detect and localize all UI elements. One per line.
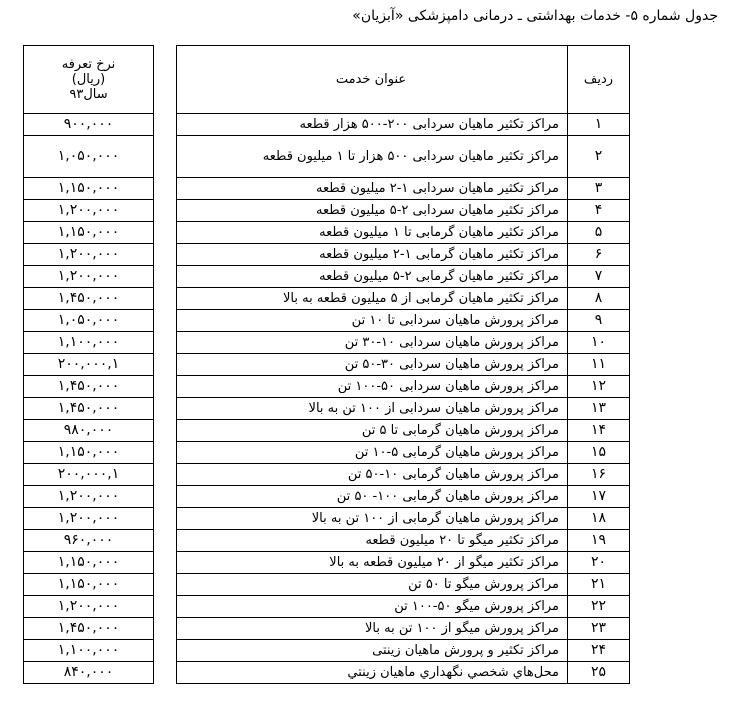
table-row	[177, 552, 630, 574]
row-number: ۱۹	[568, 530, 630, 552]
service-title: مراکز تکثیر ماهیان سردابی ۱-۲ میلیون قطعه	[177, 178, 568, 200]
tariff-price: ۸۴۰,۰۰۰	[24, 662, 154, 684]
service-title: مراکز پرورش میگو تا ۵۰ تن	[177, 574, 568, 596]
tariff-price: ۱,۰۵۰,۰۰۰	[24, 310, 154, 332]
row-number: ۶	[568, 244, 630, 266]
table-row	[177, 640, 630, 662]
price-row	[24, 640, 154, 662]
row-number: ۲۱	[568, 574, 630, 596]
header-service: عنوان خدمت	[177, 46, 568, 114]
price-row	[24, 200, 154, 222]
service-title: مراکز پرورش ماهیان گرمابی ۱۰-۵۰ تن	[177, 464, 568, 486]
tariff-price: ۱,۴۵۰,۰۰۰	[24, 398, 154, 420]
service-title: مراکز پرورش ماهیان سردابی تا ۱۰ تن	[177, 310, 568, 332]
tariff-price: ۱,۲۰۰,۰۰۰	[24, 244, 154, 266]
price-row	[24, 114, 154, 136]
service-title: مراکز پرورش ماهیان گرمابی ۵-۱۰ تن	[177, 442, 568, 464]
row-number: ۱۲	[568, 376, 630, 398]
table-row	[177, 420, 630, 442]
price-row	[24, 376, 154, 398]
tariff-price: ۱,۰۵۰,۰۰۰	[24, 136, 154, 178]
row-number: ۴	[568, 200, 630, 222]
table-row	[177, 222, 630, 244]
price-row	[24, 618, 154, 640]
service-title: مراکز تکثیر میگو از ۲۰ میلیون قطعه به بالا	[177, 552, 568, 574]
header-price-line2: (ریال)	[71, 72, 106, 87]
table-row	[177, 200, 630, 222]
table-row	[177, 398, 630, 420]
tariff-price: ۲۰۰,۰۰۰,۱	[24, 464, 154, 486]
table-row	[177, 618, 630, 640]
price-row	[24, 288, 154, 310]
price-row	[24, 464, 154, 486]
tariff-price: ۱,۲۰۰,۰۰۰	[24, 200, 154, 222]
tariff-price: ۱,۱۵۰,۰۰۰	[24, 442, 154, 464]
price-table-body	[24, 46, 154, 684]
tariff-price: ۹۰۰,۰۰۰	[24, 114, 154, 136]
service-title: مراکز تکثیر ماهیان گرمابی تا ۱ میلیون قطعه	[177, 222, 568, 244]
service-title: مراکز پرورش ماهیان سردابی از ۱۰۰ تن به بالا	[177, 398, 568, 420]
table-row	[177, 376, 630, 398]
table-row	[177, 508, 630, 530]
table-row	[177, 354, 630, 376]
service-title: مراکز تکثیر ماهیان سردابی ۵۰۰ هزار تا ۱ میلیون قطعه	[177, 136, 568, 178]
price-row	[24, 178, 154, 200]
table-row	[177, 244, 630, 266]
service-title: مراکز تکثیر ماهیان گرمابی از ۵ میلیون قطعه به بالا	[177, 288, 568, 310]
table-row	[177, 288, 630, 310]
price-row	[24, 596, 154, 618]
price-header-row	[24, 46, 154, 114]
row-number: ۲۳	[568, 618, 630, 640]
services-table-body	[177, 46, 630, 684]
service-title: مراکز تکثیر ماهیان گرمابی ۱-۲ میلیون قطعه	[177, 244, 568, 266]
row-number: ۱۱	[568, 354, 630, 376]
price-row	[24, 442, 154, 464]
table-row	[177, 662, 630, 684]
table-row	[177, 114, 630, 136]
price-row	[24, 530, 154, 552]
tariff-price: ۹۸۰,۰۰۰	[24, 420, 154, 442]
header-row-no: ردیف	[568, 46, 630, 114]
service-title: محل‌هاي شخصي نگهداري ماهيان زينتي	[177, 662, 568, 684]
tariff-price: ۱,۴۵۰,۰۰۰	[24, 618, 154, 640]
table-row	[177, 266, 630, 288]
service-title: مراکز پرورش میگو از ۱۰۰ تن به بالا	[177, 618, 568, 640]
tariff-price: ۱,۴۵۰,۰۰۰	[24, 288, 154, 310]
row-number: ۹	[568, 310, 630, 332]
service-title: مراکز تکثیر و پرورش ماهیان زینتی	[177, 640, 568, 662]
tariff-price: ۱,۱۰۰,۰۰۰	[24, 640, 154, 662]
service-title: مراکز پرورش ماهیان گرمابی تا ۵ تن	[177, 420, 568, 442]
price-row	[24, 398, 154, 420]
header-price-line1: نرخ تعرفه	[61, 57, 116, 72]
price-row	[24, 222, 154, 244]
row-number: ۵	[568, 222, 630, 244]
row-number: ۱۵	[568, 442, 630, 464]
row-number: ۱۶	[568, 464, 630, 486]
tariff-price: ۱,۲۰۰,۰۰۰	[24, 266, 154, 288]
price-table	[23, 45, 154, 684]
tariff-price: ۹۶۰,۰۰۰	[24, 530, 154, 552]
price-row	[24, 244, 154, 266]
row-number: ۷	[568, 266, 630, 288]
row-number: ۱	[568, 114, 630, 136]
table-row	[177, 178, 630, 200]
tariff-price: ۱,۱۵۰,۰۰۰	[24, 574, 154, 596]
row-number: ۱۰	[568, 332, 630, 354]
tariff-price: ۱,۱۵۰,۰۰۰	[24, 552, 154, 574]
service-title: مراکز پرورش ماهیان سردابی ۳۰-۵۰ تن	[177, 354, 568, 376]
tariff-price: ۱,۱۰۰,۰۰۰	[24, 332, 154, 354]
row-number: ۲۵	[568, 662, 630, 684]
table-row	[177, 486, 630, 508]
tariff-price: ۱,۲۰۰,۰۰۰	[24, 596, 154, 618]
table-row	[177, 332, 630, 354]
row-number: ۲	[568, 136, 630, 178]
row-number: ۱۸	[568, 508, 630, 530]
table-row	[177, 136, 630, 178]
tariff-price: ۱,۲۰۰,۰۰۰	[24, 508, 154, 530]
row-number: ۱۴	[568, 420, 630, 442]
service-title: مراکز پرورش ماهیان سردابی ۵۰-۱۰۰ تن	[177, 376, 568, 398]
row-number: ۸	[568, 288, 630, 310]
price-row	[24, 552, 154, 574]
table-row	[177, 442, 630, 464]
row-number: ۲۰	[568, 552, 630, 574]
service-title: مراکز پرورش میگو ۵۰-۱۰۰ تن	[177, 596, 568, 618]
price-row	[24, 574, 154, 596]
price-row	[24, 310, 154, 332]
header-price	[24, 46, 154, 114]
document-title: جدول شماره ۵- خدمات بهداشتی ـ درمانی دامپزشکی «آبزیان»	[352, 8, 718, 24]
service-title: مراکز تکثیر ماهیان سردابی ۲-۵ میلیون قطعه	[177, 200, 568, 222]
price-row	[24, 332, 154, 354]
service-title: مراکز پرورش ماهیان سردابی ۱۰-۳۰ تن	[177, 332, 568, 354]
row-number: ۳	[568, 178, 630, 200]
table-row	[177, 596, 630, 618]
service-title: مراکز پرورش ماهیان گرمابی از ۱۰۰ تن به بالا	[177, 508, 568, 530]
table-row	[177, 310, 630, 332]
tariff-price: ۲۰۰,۰۰۰,۱	[24, 354, 154, 376]
price-row	[24, 508, 154, 530]
header-price-line3: سال۹۳	[69, 87, 108, 102]
price-row	[24, 486, 154, 508]
price-row	[24, 662, 154, 684]
services-table	[176, 45, 630, 684]
tariff-price: ۱,۱۵۰,۰۰۰	[24, 178, 154, 200]
tariff-price: ۱,۱۵۰,۰۰۰	[24, 222, 154, 244]
service-title: مراکز تکثیر میگو تا ۲۰ میلیون قطعه	[177, 530, 568, 552]
services-header-row	[177, 46, 630, 114]
price-row	[24, 136, 154, 178]
price-row	[24, 420, 154, 442]
row-number: ۱۳	[568, 398, 630, 420]
price-row	[24, 266, 154, 288]
row-number: ۱۷	[568, 486, 630, 508]
table-row	[177, 464, 630, 486]
row-number: ۲۲	[568, 596, 630, 618]
price-row	[24, 354, 154, 376]
tariff-price: ۱,۴۵۰,۰۰۰	[24, 376, 154, 398]
service-title: مراکز پرورش ماهیان گرمابی ۱۰۰- ۵۰ تن	[177, 486, 568, 508]
table-row	[177, 530, 630, 552]
tariff-price: ۱,۲۰۰,۰۰۰	[24, 486, 154, 508]
service-title: مراکز تکثیر ماهیان گرمابی ۲-۵ میلیون قطعه	[177, 266, 568, 288]
row-number: ۲۴	[568, 640, 630, 662]
table-row	[177, 574, 630, 596]
service-title: مراکز تکثیر ماهیان سردابی ۲۰۰-۵۰۰ هزار قطعه	[177, 114, 568, 136]
